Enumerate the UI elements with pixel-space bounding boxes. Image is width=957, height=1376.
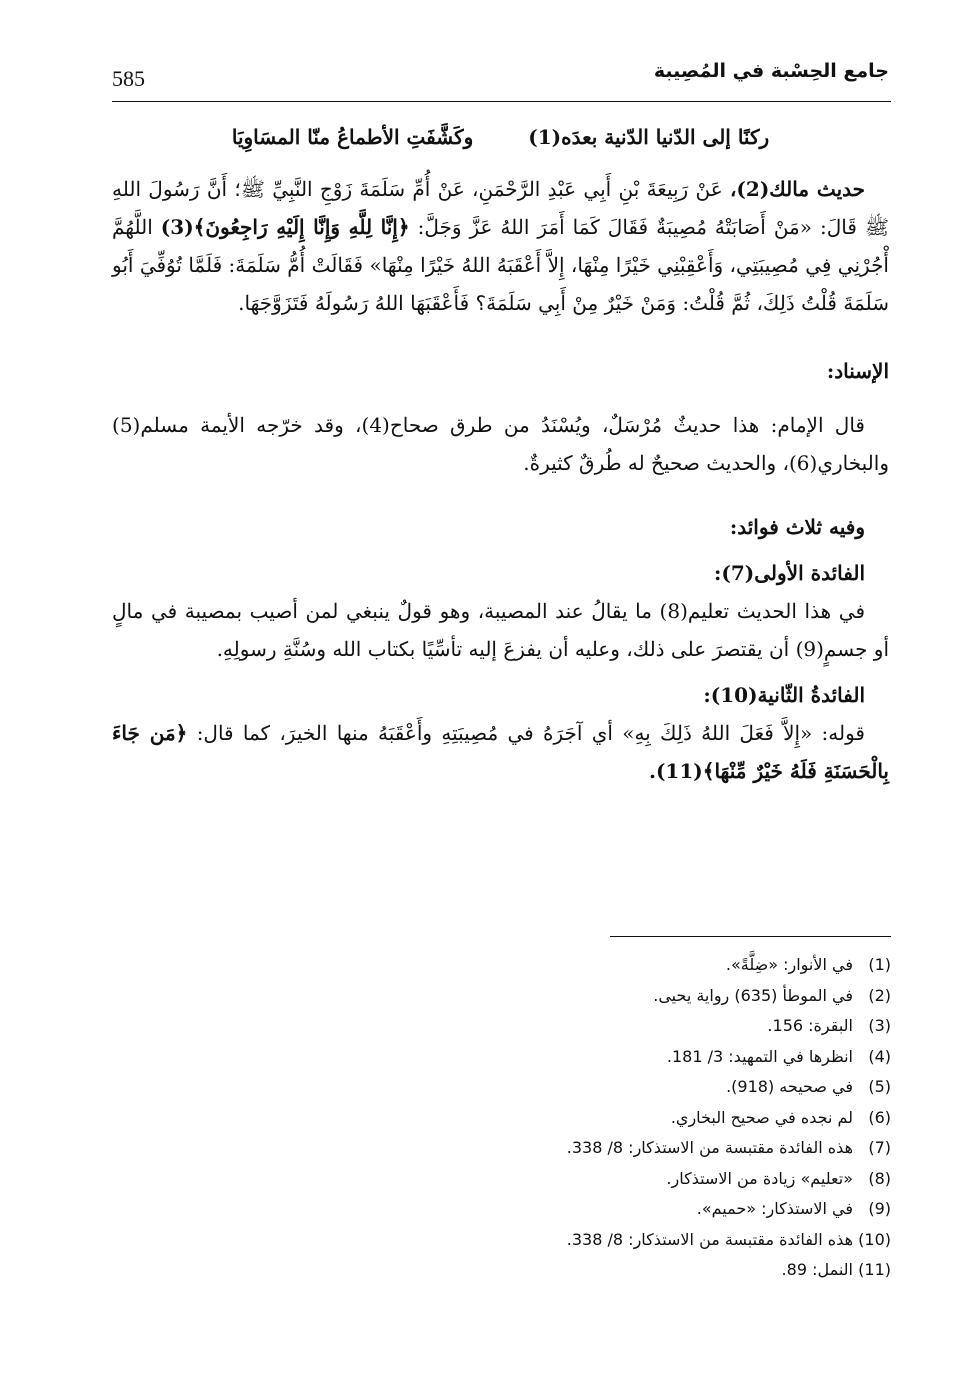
- hadith-text-2: اللَّهُمَّ أْجُرْنِي فِي مُصِيبَتِي، وَأَعْقِبْنِي خَيْرًا مِنْهَا، إِلاَّ أَعْقَبَهُ اللهُ خَيْرًا مِنْهَا» فَقَالَتْ أُمُّ سَلَمَةَ: فَلَمَّا تُوُفِّيَ أَبُو سَلَمَةَ قُلْتُ ذَلِكَ، ثُمَّ قُلْتُ: وَمَنْ خَيْرٌ مِنْ أَبِي سَلَمَةَ؟ فَأَعْقَبَهَا اللهُ رَسُولَهُ فَتَزَوَّجَهَا.: [112, 215, 889, 315]
- footnote-item: [371, 1164, 891, 1195]
- hadith-paragraph: [112, 170, 889, 322]
- poem-verse: [112, 118, 889, 156]
- isnad-paragraph: قال الإمام: هذا حديثٌ مُرْسَلٌ، ويُسْنَدُ من طرق صحاح(4)، وقد خرّجه الأيمة مسلم(5) والبخاري(6)، والحديث صحيحٌ له طُرقٌ كثيرةٌ.: [112, 413, 889, 475]
- hadith-lead: حديث مالك(2)،: [729, 177, 865, 201]
- footnote-number: (6): [868, 1107, 891, 1127]
- footnote-item: [371, 1103, 891, 1134]
- footnote-text: النمل: 89.: [781, 1260, 853, 1279]
- header-rule: [112, 101, 891, 102]
- footnote-text: في الاستذكار: «حميم».: [696, 1199, 853, 1218]
- footnote-text: هذه الفائدة مقتبسة من الاستذكار: 8/ 338.: [566, 1138, 853, 1157]
- second-benefit-text: [112, 714, 889, 790]
- footnote-rule: [610, 936, 891, 937]
- footnote-item: [371, 1042, 891, 1073]
- second-benefit-heading: الفائدةُ الثّانية(10):: [703, 683, 865, 707]
- isnad-heading: الإسناد:: [826, 359, 889, 383]
- running-header-title: جامع الحِسْبة في المُصِيبة: [653, 60, 889, 82]
- footnote-text: في الأنوار: «ضِلَّةً».: [725, 955, 853, 974]
- footnote-text: لم نجده في صحيح البخاري.: [670, 1107, 853, 1127]
- footnote-item: [371, 1011, 891, 1042]
- first-benefit-heading: الفائدة الأولى(7):: [714, 561, 865, 585]
- footnotes: [371, 950, 891, 1286]
- footnote-item: [371, 1133, 891, 1164]
- main-text: [112, 118, 889, 790]
- footnote-text: في صحيحه (918).: [726, 1077, 853, 1096]
- footnote-number: (3): [868, 1016, 891, 1035]
- first-benefit-text: في هذا الحديث تعليم(8) ما يقالُ عند المصيبة، وهو قولٌ ينبغي لمن أصيب بمصيبة في مالٍ أو جسمٍ(9) أن يقتصرَ على ذلك، وعليه أن يفزعَ إليه تأسِّيًا بكتاب الله وسُنَّةِ رسولِهِ.: [112, 599, 889, 661]
- footnote-number: (4): [868, 1046, 891, 1066]
- quran-quote-1: ﴿إِنَّا لِلَّهِ وَإِنَّا إِلَيْهِ رَاجِعُونَ﴾(3): [160, 215, 410, 239]
- benefits-intro: وفيه ثلاث فوائد:: [729, 515, 865, 539]
- footnote-item: [371, 1225, 891, 1256]
- footnote-number: (10): [858, 1229, 891, 1249]
- hadith-text-1: عَنْ رَبِيعَةَ بْنِ أَبِي عَبْدِ الرَّحْمَنِ، عَنْ أُمِّ سَلَمَةَ زَوْجِ النَّبِيِّ ﷺ؛ أَنَّ رَسُولَ اللهِ ﷺ قَالَ: «مَنْ أَصَابَتْهُ مُصِيبَةٌ فَقَالَ كَمَا أَمَرَ اللهُ عَزَّ وَجَلَّ:: [112, 177, 890, 239]
- footnote-number: (8): [868, 1168, 891, 1188]
- footnote-number: (11): [858, 1260, 891, 1279]
- footnote-number: (9): [868, 1199, 891, 1218]
- footnote-number: (1): [868, 955, 891, 974]
- footnote-item: [371, 1072, 891, 1103]
- footnote-text: في الموطأ (635) رواية يحيى.: [653, 985, 853, 1005]
- quran-quote-2: ﴿مَن جَاءَ بِالْحَسَنَةِ فَلَهُ خَيْرٌ مِّنْهَا﴾(11).: [112, 721, 889, 783]
- footnote-item: [371, 950, 891, 981]
- footnote-text: البقرة: 156.: [767, 1016, 853, 1035]
- footnote-number: (7): [868, 1138, 891, 1157]
- page-number: 585: [112, 66, 145, 91]
- footnote-number: (5): [868, 1077, 891, 1096]
- spacer: [112, 482, 889, 500]
- verse-second-hemistich: وكَشَّفَتِ الأطماعُ منّا المسَاوِيَا: [231, 125, 474, 149]
- footnote-item: [371, 1194, 891, 1225]
- footnote-text: انظرها في التمهيد: 3/ 181.: [666, 1046, 853, 1066]
- footnote-text: «تعليم» زيادة من الاستذكار.: [666, 1168, 853, 1188]
- footnote-number: (2): [868, 985, 891, 1005]
- second-benefit-text-1: قوله: «إِلاَّ فَعَلَ اللهُ ذَلِكَ بِهِ» أي آجَرَهُ في مُصِيبَتِهِ وأَعْقَبَهُ منها الخيرَ، كما قال:: [196, 721, 865, 745]
- footnote-item: [371, 1255, 891, 1286]
- footnote-item: [371, 981, 891, 1012]
- verse-first-hemistich: ركنًا إلى الدّنيا الدّنية بعدَه(1): [528, 125, 770, 149]
- footnote-text: هذه الفائدة مقتبسة من الاستذكار: 8/ 338.: [566, 1229, 853, 1249]
